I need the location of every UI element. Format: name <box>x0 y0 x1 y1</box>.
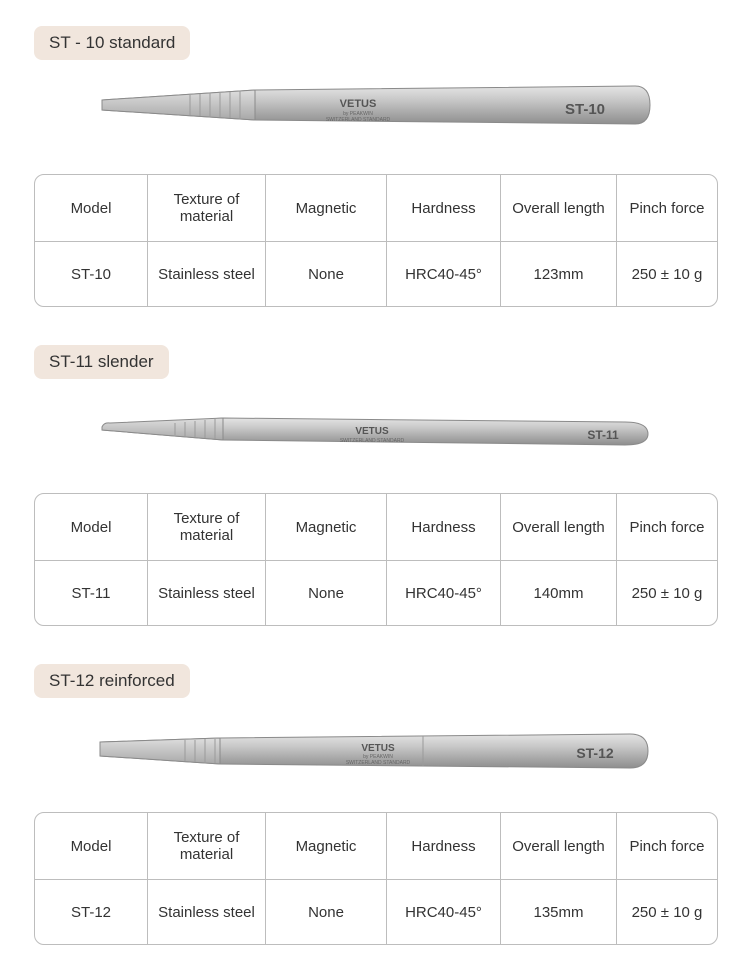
header-cell: Hardness <box>387 175 501 242</box>
brand-mark: VETUS <box>339 98 377 110</box>
product-title-pill: ST-12 reinforced <box>34 664 190 698</box>
header-cell: Texture of material <box>148 175 266 242</box>
material-cell: Stainless steel <box>148 242 266 306</box>
product-title-pill: ST - 10 standard <box>34 26 190 60</box>
brand-sub: by PEAKWIN <box>343 111 373 117</box>
magnetic-cell: None <box>266 242 387 306</box>
header-cell: Pinch force <box>617 175 717 242</box>
header-cell: Hardness <box>387 494 501 561</box>
product-title-pill: ST-11 slender <box>34 345 169 379</box>
spec-table <box>34 812 718 945</box>
pinch-force-cell: 250 ± 10 g <box>631 584 703 602</box>
header-cell: Model <box>35 813 148 880</box>
spec-table <box>34 493 718 626</box>
header-cell: Hardness <box>387 813 501 880</box>
brand-mark: VETUS <box>361 743 395 754</box>
model-cell: ST-11 <box>35 561 148 625</box>
material-cell: Stainless steel <box>148 880 266 944</box>
tweezer-icon <box>90 397 660 457</box>
model-mark: ST-11 <box>587 428 619 442</box>
hardness-cell: HRC40-45° <box>387 561 501 625</box>
header-cell: Magnetic <box>266 175 387 242</box>
header-cell: Texture of material <box>148 813 266 880</box>
product-section-st10 <box>0 0 750 320</box>
hardness-cell: HRC40-45° <box>387 880 501 944</box>
tweezer-icon <box>90 78 660 138</box>
pinch-force-cell: 250 ± 10 g <box>631 903 703 921</box>
brand-standard: SWITZERLAND STANDARD <box>339 438 405 444</box>
header-cell: Magnetic <box>266 494 387 561</box>
hardness-cell: HRC40-45° <box>387 242 501 306</box>
brand-mark: VETUS <box>355 426 389 437</box>
model-cell: ST-12 <box>35 880 148 944</box>
model-cell: ST-10 <box>35 242 148 306</box>
header-cell: Pinch force <box>617 813 717 880</box>
spec-table <box>34 174 718 307</box>
length-cell: 140mm <box>501 561 617 625</box>
product-section-st12 <box>0 638 750 958</box>
product-section-st11 <box>0 319 750 639</box>
header-cell: Overall length <box>501 175 617 242</box>
header-cell: Overall length <box>501 494 617 561</box>
tweezer-icon <box>90 716 660 776</box>
header-cell: Model <box>35 494 148 561</box>
header-cell: Texture of material <box>148 494 266 561</box>
magnetic-cell: None <box>266 880 387 944</box>
pinch-force-cell: 250 ± 10 g <box>631 265 703 283</box>
brand-standard: SWITZERLAND STANDARD <box>325 117 391 123</box>
brand-standard: SWITZERLAND STANDARD <box>345 760 411 766</box>
material-cell: Stainless steel <box>148 561 266 625</box>
length-cell: 123mm <box>501 242 617 306</box>
magnetic-cell: None <box>266 561 387 625</box>
length-cell: 135mm <box>501 880 617 944</box>
model-mark: ST-10 <box>564 101 606 118</box>
header-cell: Model <box>35 175 148 242</box>
header-cell: Magnetic <box>266 813 387 880</box>
header-cell: Pinch force <box>617 494 717 561</box>
brand-sub: by PEAKWIN <box>363 754 393 760</box>
model-mark: ST-12 <box>576 745 614 761</box>
header-cell: Overall length <box>501 813 617 880</box>
